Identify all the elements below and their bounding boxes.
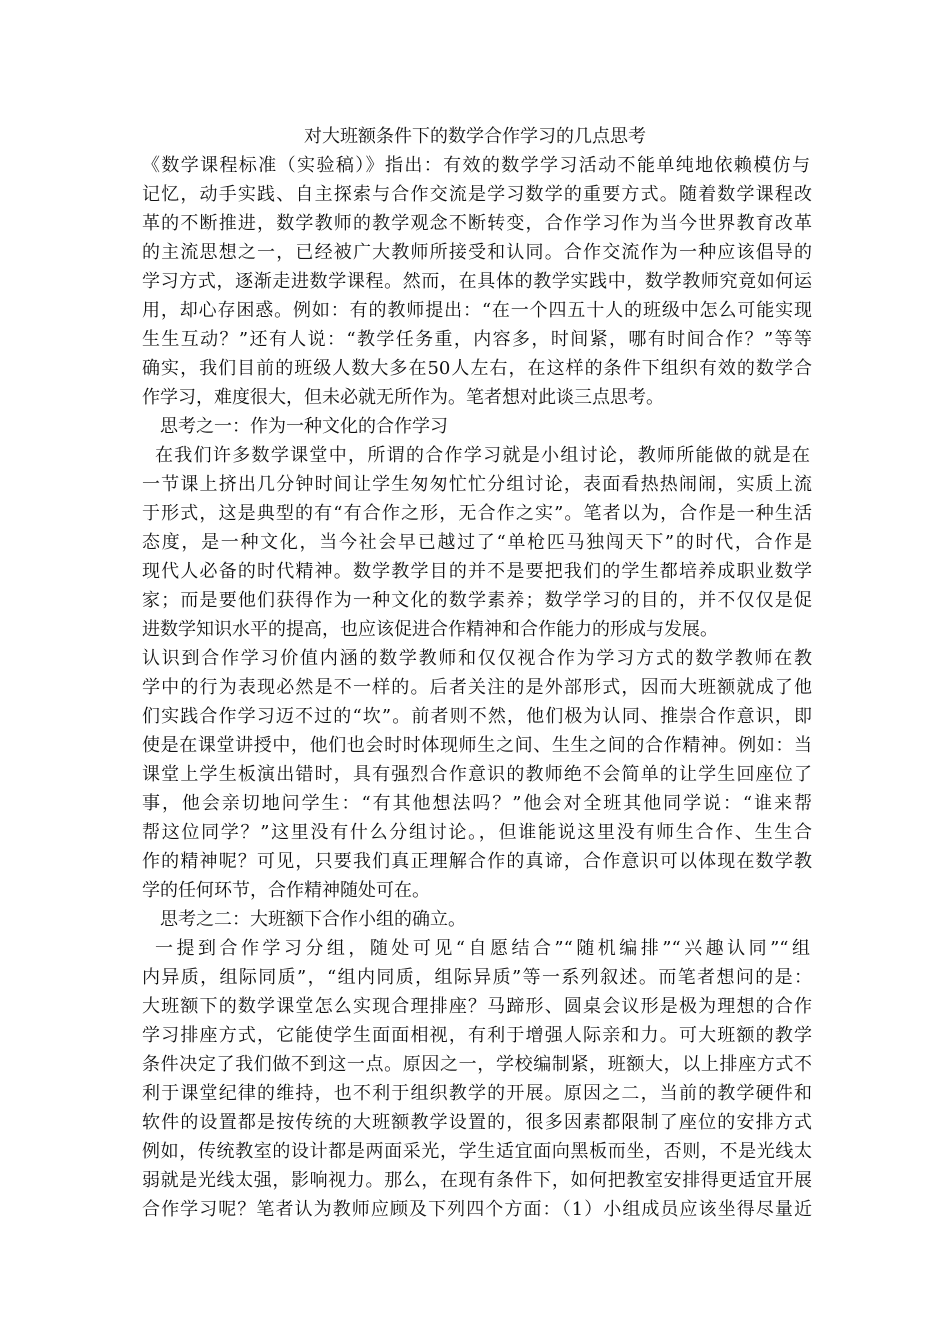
paragraph-line: 《数学课程标准（实验稿）》指出：有效的数学学习活动不能单纯地依赖模仿与	[142, 155, 810, 176]
paragraph-line: 利于课堂纪律的维持，也不利于组织教学的开展。原因之二，当前的教学硬件和	[142, 1083, 812, 1104]
paragraph-line: 学习排座方式，它能使学生面面相视，有利于增强人际亲和力。可大班额的教学	[142, 1025, 812, 1046]
paragraph-line: 学中的行为表现必然是不一样的。后者关注的是外部形式，因而大班额就成了他	[142, 677, 812, 698]
paragraph-line: 进数学知识水平的提高，也应该促进合作精神和合作能力的形成与发展。	[142, 619, 718, 640]
paragraph-line: 大班额下的数学课堂怎么实现合理排座？马蹄形、圆桌会议形是极为理想的合作	[142, 996, 812, 1017]
paragraph-line: 内异质，组际同质”，“组内同质，组际异质”等一系列叙述。而笔者想问的是：	[142, 967, 812, 988]
paragraph-line: 生生互动？”还有人说：“教学任务重，内容多，时间紧，哪有时间合作？”等等	[142, 329, 812, 350]
paragraph-line: 学习方式，逐渐走进数学课程。然而，在具体的教学实践中，数学教师究竟如何运	[142, 271, 812, 292]
paragraph-line: 在我们许多数学课堂中，所谓的合作学习就是小组讨论，教师所能做的就是在	[155, 445, 810, 466]
paragraph-line: 态度，是一种文化，当今社会早已越过了“单枪匹马独闯天下”的时代，合作是	[142, 532, 812, 553]
paragraph-line: 弱就是光线太强，影响视力。那么，在现有条件下，如何把教室安排得更适宜开展	[142, 1170, 812, 1191]
paragraph-line: 革的不断推进，数学教师的教学观念不断转变，合作学习作为当今世界教育改革	[142, 213, 812, 234]
section-heading: 思考之一：作为一种文化的合作学习	[160, 416, 448, 437]
paragraph-line: 们实践合作学习迈不过的“坎”。前者则不然，他们极为认同、推崇合作意识，即	[142, 706, 812, 727]
paragraph-line: 用，却心存困惑。例如：有的教师提出：“在一个四五十人的班级中怎么可能实现	[142, 300, 812, 321]
paragraph-line: 帮这位同学？”这里没有什么分组讨论。，但谁能说这里没有师生合作、生生合	[142, 822, 812, 843]
paragraph-line: 事，他会亲切地问学生：“有其他想法吗？”他会对全班其他同学说：“谁来帮	[142, 793, 812, 814]
paragraph-line: 一提到合作学习分组，随处可见“自愿结合”“随机编排”“兴趣认同”“组	[155, 938, 810, 959]
paragraph-line: 作的精神呢？可见，只要我们真正理解合作的真谛，合作意识可以体现在数学教	[142, 851, 812, 872]
paragraph-line: 的主流思想之一，已经被广大教师所接受和认同。合作交流作为一种应该倡导的	[142, 242, 812, 263]
paragraph-line: 作学习，难度很大，但未必就无所作为。笔者想对此谈三点思考。	[142, 387, 664, 408]
paragraph-line: 认识到合作学习价值内涵的数学教师和仅仅视合作为学习方式的数学教师在教	[142, 648, 812, 669]
paragraph-line: 一节课上挤出几分钟时间让学生匆匆忙忙分组讨论，表面看热热闹闹，实质上流	[142, 474, 812, 495]
paragraph-line: 确实，我们目前的班级人数大多在50人左右，在这样的条件下组织有效的数学合	[142, 358, 812, 379]
document-title: 对大班额条件下的数学合作学习的几点思考	[304, 126, 646, 147]
paragraph-line: 条件决定了我们做不到这一点。原因之一，学校编制紧，班额大，以上排座方式不	[142, 1054, 812, 1075]
paragraph-line: 例如，传统教室的设计都是两面采光，学生适宜面向黑板而坐，否则，不是光线太	[142, 1141, 812, 1162]
paragraph-line: 学的任何环节，合作精神随处可在。	[142, 880, 430, 901]
paragraph-line: 于形式，这是典型的有“有合作之形，无合作之实”。笔者以为，合作是一种生活	[142, 503, 812, 524]
paragraph-line: 记忆，动手实践、自主探索与合作交流是学习数学的重要方式。随着数学课程改	[142, 184, 812, 205]
paragraph-line: 课堂上学生板演出错时，具有强烈合作意识的教师绝不会简单的让学生回座位了	[142, 764, 812, 785]
paragraph-line: 软件的设置都是按传统的大班额教学设置的，很多因素都限制了座位的安排方式	[142, 1112, 812, 1133]
section-heading: 思考之二：大班额下合作小组的确立。	[160, 909, 466, 930]
paragraph-line: 现代人必备的时代精神。数学教学目的并不是要把我们的学生都培养成职业数学	[142, 561, 812, 582]
paragraph-line: 合作学习呢？笔者认为教师应顾及下列四个方面：（1）小组成员应该坐得尽量近	[142, 1199, 812, 1220]
paragraph-line: 家；而是要他们获得作为一种文化的数学素养；数学学习的目的，并不仅仅是促	[142, 590, 812, 611]
paragraph-line: 使是在课堂讲授中，他们也会时时体现师生之间、生生之间的合作精神。例如：当	[142, 735, 812, 756]
